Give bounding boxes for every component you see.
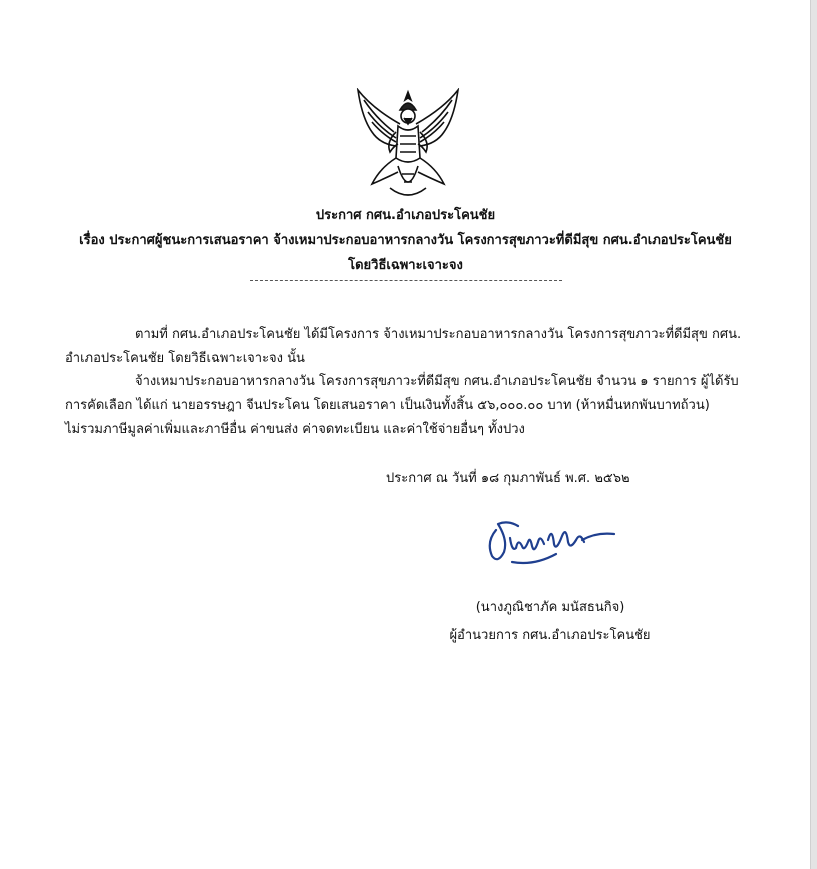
garuda-emblem-icon — [350, 88, 466, 204]
window-edge — [810, 0, 817, 869]
announcement-subject: เรื่อง ประกาศผู้ชนะการเสนอราคา จ้างเหมาประกอบอาหารกลางวัน โครงการสุขภาวะที่ดีมีสุข กศน.อำเภอประโคนชัย — [79, 233, 732, 248]
separator-line — [250, 280, 562, 281]
signer-position: ผู้อำนวยการ กศน.อำเภอประโคนชัย — [449, 628, 651, 643]
paragraph-line: ตามที่ กศน.อำเภอประโคนชัย ได้มีโครงการ จ้างเหมาประกอบอาหารกลางวัน โครงการสุขภาวะที่ดีมีสุข กศน. — [135, 327, 742, 342]
paragraph-line: การคัดเลือก ได้แก่ นายอรรษฎา จีนประโคน โดยเสนอราคา เป็นเงินทั้งสิ้น ๕๖,๐๐๐.๐๐ บาท (ห้าหมื่นหกพันบาทถ้วน) — [65, 398, 710, 413]
announcement-date: ประกาศ ณ วันที่ ๑๘ กุมภาพันธ์ พ.ศ. ๒๕๖๒ — [386, 471, 630, 486]
procurement-method: โดยวิธีเฉพาะเจาะจง — [348, 258, 463, 273]
paragraph-line: อำเภอประโคนชัย โดยวิธีเฉพาะเจาะจง นั้น — [65, 351, 305, 366]
paragraph-line: ไม่รวมภาษีมูลค่าเพิ่มและภาษีอื่น ค่าขนส่ง ค่าจดทะเบียน และค่าใช้จ่ายอื่นๆ ทั้งปวง — [65, 422, 525, 437]
handwritten-signature — [484, 512, 619, 572]
announcement-title: ประกาศ กศน.อำเภอประโคนชัย — [315, 208, 496, 223]
paragraph-award — [65, 370, 745, 442]
paragraph-line: จ้างเหมาประกอบอาหารกลางวัน โครงการสุขภาวะที่ดีมีสุข กศน.อำเภอประโคนชัย จำนวน ๑ รายการ ผู้ได้รับ — [135, 374, 739, 389]
signer-name: (นางภูณิชาภัค มนัสธนกิจ) — [475, 600, 625, 615]
paragraph-intro — [65, 323, 745, 371]
